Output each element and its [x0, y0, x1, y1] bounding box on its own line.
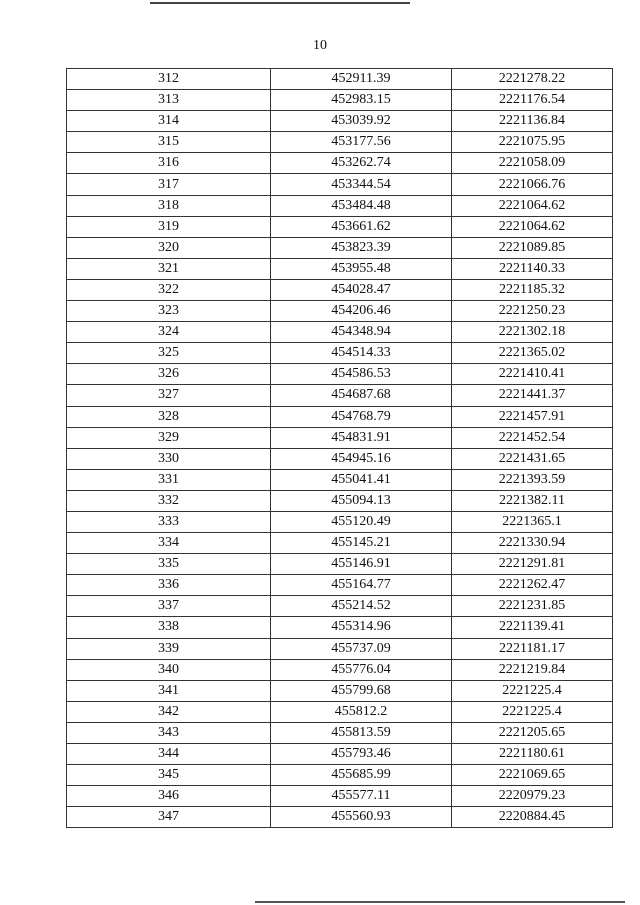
table-row: [67, 786, 613, 807]
table-row: [67, 617, 613, 638]
y-coordinate-cell: 2221064.62: [452, 195, 613, 216]
y-coordinate-cell: 2221262.47: [452, 575, 613, 596]
table-row: [67, 807, 613, 828]
x-coordinate-cell: 453955.48: [271, 258, 452, 279]
y-coordinate-cell: 2221431.65: [452, 448, 613, 469]
table-row: [67, 554, 613, 575]
y-coordinate-cell: 2220884.45: [452, 807, 613, 828]
point-number-cell: 337: [67, 596, 271, 617]
point-number-cell: 345: [67, 765, 271, 786]
x-coordinate-cell: 454514.33: [271, 343, 452, 364]
y-coordinate-cell: 2221441.37: [452, 385, 613, 406]
point-number-cell: 346: [67, 786, 271, 807]
y-coordinate-cell: 2221066.76: [452, 174, 613, 195]
x-coordinate-cell: 452983.15: [271, 90, 452, 111]
point-number-cell: 339: [67, 638, 271, 659]
table-row: [67, 258, 613, 279]
table-row: [67, 90, 613, 111]
y-coordinate-cell: 2221140.33: [452, 258, 613, 279]
table-row: [67, 427, 613, 448]
x-coordinate-cell: 453661.62: [271, 216, 452, 237]
table-row: [67, 701, 613, 722]
point-number-cell: 315: [67, 132, 271, 153]
y-coordinate-cell: 2221181.17: [452, 638, 613, 659]
x-coordinate-cell: 455737.09: [271, 638, 452, 659]
x-coordinate-cell: 455813.59: [271, 722, 452, 743]
point-number-cell: 334: [67, 533, 271, 554]
point-number-cell: 313: [67, 90, 271, 111]
table-row: [67, 680, 613, 701]
y-coordinate-cell: 2221291.81: [452, 554, 613, 575]
point-number-cell: 343: [67, 722, 271, 743]
x-coordinate-cell: 455685.99: [271, 765, 452, 786]
x-coordinate-cell: 454687.68: [271, 385, 452, 406]
scan-edge-top: [150, 2, 410, 4]
point-number-cell: 342: [67, 701, 271, 722]
x-coordinate-cell: 454831.91: [271, 427, 452, 448]
y-coordinate-cell: 2221139.41: [452, 617, 613, 638]
point-number-cell: 324: [67, 322, 271, 343]
table-row: [67, 533, 613, 554]
point-number-cell: 320: [67, 237, 271, 258]
y-coordinate-cell: 2221365.1: [452, 511, 613, 532]
y-coordinate-cell: 2221205.65: [452, 722, 613, 743]
x-coordinate-cell: 455314.96: [271, 617, 452, 638]
x-coordinate-cell: 455094.13: [271, 490, 452, 511]
x-coordinate-cell: 455041.41: [271, 469, 452, 490]
y-coordinate-cell: 2221180.61: [452, 744, 613, 765]
y-coordinate-cell: 2221075.95: [452, 132, 613, 153]
table-row: [67, 575, 613, 596]
x-coordinate-cell: 453262.74: [271, 153, 452, 174]
table-row: [67, 153, 613, 174]
table-row: [67, 765, 613, 786]
x-coordinate-cell: 455164.77: [271, 575, 452, 596]
table-row: [67, 322, 613, 343]
point-number-cell: 319: [67, 216, 271, 237]
point-number-cell: 316: [67, 153, 271, 174]
x-coordinate-cell: 453484.48: [271, 195, 452, 216]
table-row: [67, 448, 613, 469]
y-coordinate-cell: 2221278.22: [452, 69, 613, 90]
y-coordinate-cell: 2221069.65: [452, 765, 613, 786]
x-coordinate-cell: 454945.16: [271, 448, 452, 469]
x-coordinate-cell: 453344.54: [271, 174, 452, 195]
y-coordinate-cell: 2221058.09: [452, 153, 613, 174]
y-coordinate-cell: 2221410.41: [452, 364, 613, 385]
table-row: [67, 406, 613, 427]
y-coordinate-cell: 2221365.02: [452, 343, 613, 364]
y-coordinate-cell: 2221185.32: [452, 279, 613, 300]
y-coordinate-cell: 2221089.85: [452, 237, 613, 258]
x-coordinate-cell: 455799.68: [271, 680, 452, 701]
point-number-cell: 338: [67, 617, 271, 638]
point-number-cell: 330: [67, 448, 271, 469]
point-number-cell: 314: [67, 111, 271, 132]
coordinate-table: [66, 68, 613, 828]
point-number-cell: 332: [67, 490, 271, 511]
x-coordinate-cell: 455120.49: [271, 511, 452, 532]
point-number-cell: 323: [67, 301, 271, 322]
table-row: [67, 301, 613, 322]
point-number-cell: 317: [67, 174, 271, 195]
point-number-cell: 318: [67, 195, 271, 216]
y-coordinate-cell: 2221250.23: [452, 301, 613, 322]
y-coordinate-cell: 2221302.18: [452, 322, 613, 343]
point-number-cell: 335: [67, 554, 271, 575]
y-coordinate-cell: 2221136.84: [452, 111, 613, 132]
table-row: [67, 744, 613, 765]
point-number-cell: 312: [67, 69, 271, 90]
point-number-cell: 322: [67, 279, 271, 300]
point-number-cell: 341: [67, 680, 271, 701]
table-row: [67, 174, 613, 195]
table-row: [67, 638, 613, 659]
y-coordinate-cell: 2221330.94: [452, 533, 613, 554]
coordinate-table-body: [67, 69, 613, 828]
x-coordinate-cell: 454028.47: [271, 279, 452, 300]
point-number-cell: 340: [67, 659, 271, 680]
table-row: [67, 722, 613, 743]
y-coordinate-cell: 2220979.23: [452, 786, 613, 807]
x-coordinate-cell: 455145.21: [271, 533, 452, 554]
table-row: [67, 111, 613, 132]
y-coordinate-cell: 2221393.59: [452, 469, 613, 490]
x-coordinate-cell: 455560.93: [271, 807, 452, 828]
x-coordinate-cell: 454586.53: [271, 364, 452, 385]
x-coordinate-cell: 455793.46: [271, 744, 452, 765]
table-row: [67, 69, 613, 90]
table-row: [67, 469, 613, 490]
x-coordinate-cell: 453177.56: [271, 132, 452, 153]
y-coordinate-cell: 2221452.54: [452, 427, 613, 448]
table-row: [67, 216, 613, 237]
table-row: [67, 364, 613, 385]
point-number-cell: 321: [67, 258, 271, 279]
table-row: [67, 195, 613, 216]
x-coordinate-cell: 455146.91: [271, 554, 452, 575]
y-coordinate-cell: 2221457.91: [452, 406, 613, 427]
table-row: [67, 132, 613, 153]
y-coordinate-cell: 2221225.4: [452, 701, 613, 722]
table-row: [67, 343, 613, 364]
x-coordinate-cell: 455776.04: [271, 659, 452, 680]
table-row: [67, 385, 613, 406]
point-number-cell: 326: [67, 364, 271, 385]
table-row: [67, 511, 613, 532]
point-number-cell: 328: [67, 406, 271, 427]
x-coordinate-cell: 452911.39: [271, 69, 452, 90]
scan-edge-bottom: [255, 901, 625, 903]
y-coordinate-cell: 2221231.85: [452, 596, 613, 617]
x-coordinate-cell: 455214.52: [271, 596, 452, 617]
table-row: [67, 596, 613, 617]
point-number-cell: 325: [67, 343, 271, 364]
x-coordinate-cell: 455577.11: [271, 786, 452, 807]
x-coordinate-cell: 453823.39: [271, 237, 452, 258]
y-coordinate-cell: 2221176.54: [452, 90, 613, 111]
point-number-cell: 331: [67, 469, 271, 490]
table-row: [67, 279, 613, 300]
x-coordinate-cell: 454206.46: [271, 301, 452, 322]
x-coordinate-cell: 453039.92: [271, 111, 452, 132]
y-coordinate-cell: 2221219.84: [452, 659, 613, 680]
point-number-cell: 347: [67, 807, 271, 828]
point-number-cell: 336: [67, 575, 271, 596]
point-number-cell: 344: [67, 744, 271, 765]
table-row: [67, 490, 613, 511]
point-number-cell: 329: [67, 427, 271, 448]
y-coordinate-cell: 2221225.4: [452, 680, 613, 701]
y-coordinate-cell: 2221382.11: [452, 490, 613, 511]
point-number-cell: 333: [67, 511, 271, 532]
x-coordinate-cell: 454348.94: [271, 322, 452, 343]
table-row: [67, 659, 613, 680]
table-row: [67, 237, 613, 258]
y-coordinate-cell: 2221064.62: [452, 216, 613, 237]
x-coordinate-cell: 455812.2: [271, 701, 452, 722]
x-coordinate-cell: 454768.79: [271, 406, 452, 427]
page-number: 10: [313, 38, 327, 53]
point-number-cell: 327: [67, 385, 271, 406]
